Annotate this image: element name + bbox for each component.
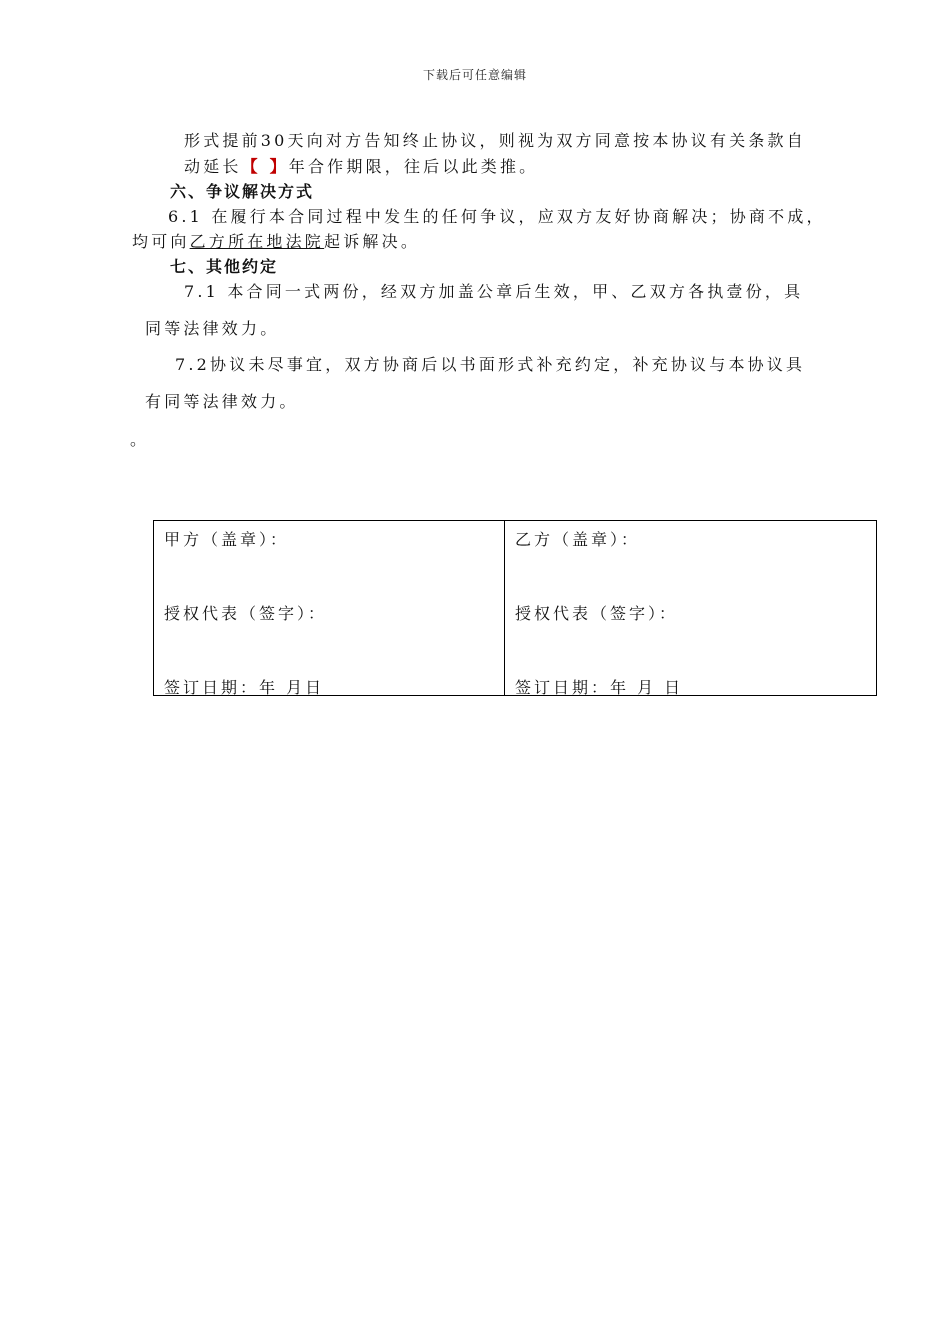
text: 均可向 <box>132 232 190 251</box>
section-heading-7: 七、其他约定 <box>170 257 279 276</box>
paragraph-line <box>132 229 420 252</box>
paragraph-line: 同等法律效力。 <box>145 319 280 338</box>
section-heading-6: 六、争议解决方式 <box>170 182 315 201</box>
page-header: 下载后可任意编辑 <box>422 68 527 82</box>
party-b-seal-label: 乙方（盖章）： <box>515 530 641 549</box>
paragraph-line: 7.2协议未尽事宜，双方协商后以书面形式补充约定，补充协议与本协议具 <box>175 355 806 374</box>
party-a-rep-label: 授权代表（签字）： <box>164 604 328 623</box>
underlined-text: 乙方所在地法院 <box>189 232 325 251</box>
blank-bracket: 【 】 <box>241 157 289 176</box>
text: 动延长 <box>184 157 242 176</box>
text: 年合作期限，往后以此类推。 <box>288 157 539 176</box>
party-b-cell <box>505 521 877 696</box>
party-a-seal-label: 甲方（盖章）： <box>164 530 290 549</box>
paragraph-line: 6.1 在履行本合同过程中发生的任何争议，应双方友好协商解决；协商不成， <box>168 207 826 226</box>
paragraph-line: 7.1 本合同一式两份，经双方加盖公章后生效，甲、乙双方各执壹份，具 <box>184 282 804 301</box>
paragraph-line: 有同等法律效力。 <box>145 392 299 411</box>
stray-mark: 。 <box>130 430 150 449</box>
party-b-rep-label: 授权代表（签字）： <box>515 604 679 623</box>
party-a-date-label: 签订日期：年 月日 <box>164 678 325 697</box>
paragraph-line: 形式提前30天向对方告知终止协议，则视为双方同意按本协议有关条款自 <box>184 131 806 150</box>
text: 起诉解决。 <box>324 232 421 251</box>
signature-table <box>153 520 877 696</box>
party-b-date-label: 签订日期：年 月 日 <box>515 678 684 697</box>
paragraph-line <box>184 154 538 177</box>
party-a-cell <box>154 521 505 696</box>
